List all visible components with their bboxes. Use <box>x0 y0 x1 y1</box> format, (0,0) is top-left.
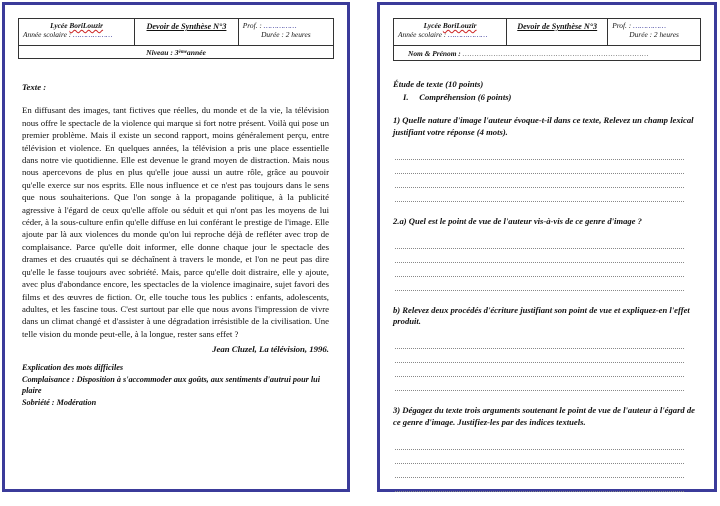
annee-label-right: Année scolaire : <box>398 30 447 39</box>
expl-title: Explication des mots difficiles <box>22 362 124 372</box>
duree-label: Durée : 2 heures <box>261 30 311 39</box>
answer-line[interactable] <box>395 478 684 492</box>
duree-label-right: Durée : 2 heures <box>629 30 679 39</box>
niveau-tail: année <box>186 47 206 57</box>
answer-lines-3[interactable] <box>393 436 702 492</box>
prof-label: Prof. : <box>242 21 262 30</box>
prof-label-right: Prof. : <box>612 21 632 30</box>
answer-lines-1[interactable] <box>393 146 702 202</box>
text-section <box>22 81 329 409</box>
nom-label: Nom & Prénom : <box>408 48 461 58</box>
niveau-value: 3 <box>174 47 179 57</box>
page-left <box>2 2 350 492</box>
answer-line[interactable] <box>395 450 684 464</box>
answer-line[interactable] <box>395 349 684 363</box>
question-2a: 2.a) Quel est le point de vue de l'auteur vis-à-vis de ce genre d'image ? <box>393 215 642 226</box>
lycee-label-right: Lycée <box>423 21 442 30</box>
school-cell: Lycée BoriLouzir Année scolaire : ……………… <box>19 19 135 45</box>
niveau-row <box>19 46 333 58</box>
answer-line[interactable] <box>395 174 684 188</box>
sub-label: Compréhension (6 points) <box>419 92 512 103</box>
answer-line[interactable] <box>395 277 684 291</box>
header-table-right <box>393 18 701 61</box>
school-cell-right: Lycée BoriLouzir Année scolaire : ……………… <box>394 19 507 45</box>
answer-line[interactable] <box>395 335 684 349</box>
answer-line[interactable] <box>395 377 684 391</box>
lycee-name: BoriLouzir <box>69 21 104 30</box>
exam-title-right: Devoir de Synthèse N°3 <box>507 19 608 45</box>
sub-title <box>393 92 702 103</box>
explanations <box>22 362 329 408</box>
answer-line[interactable] <box>395 188 684 202</box>
annee-label: Année scolaire : <box>23 30 72 39</box>
section-title: Étude de texte (10 points) <box>393 79 484 89</box>
texte-label: Texte : <box>22 82 47 92</box>
answer-line[interactable] <box>395 146 684 160</box>
answer-line[interactable] <box>395 235 684 249</box>
exam-title: Devoir de Synthèse N°3 <box>135 19 239 45</box>
source-citation: Jean Cluzel, La télévision, 1996. <box>212 344 329 355</box>
prof-cell-right: Prof. : …………… Durée : 2 heures <box>608 19 700 45</box>
questions-section <box>393 79 702 506</box>
answer-line[interactable] <box>395 464 684 478</box>
answer-line[interactable] <box>395 263 684 277</box>
header-table-left <box>18 18 334 59</box>
page-right <box>377 2 717 492</box>
answer-line[interactable] <box>395 160 684 174</box>
niveau-suffix: ème <box>178 49 187 55</box>
lycee-label: Lycée <box>50 21 68 30</box>
expl-complaisance: Complaisance : Disposition à s'accommoder aux goûts, aux sentiments d'autrui pour lui plaire <box>22 374 320 395</box>
answer-line[interactable] <box>395 249 684 263</box>
answer-line[interactable] <box>395 363 684 377</box>
nom-row[interactable]: Nom & Prénom : …………………………………………………………………… <box>408 48 650 58</box>
sub-number: I. <box>403 92 409 103</box>
niveau-label: Niveau : <box>146 47 173 57</box>
answer-line[interactable] <box>395 436 684 450</box>
question-3: 3) Dégagez du texte trois arguments soutenant le point de vue de l'auteur à l'égard de ce genre d'image. Justifiez-les par des indices textuels. <box>393 405 695 427</box>
question-1: 1) Quelle nature d'image l'auteur évoque-t-il dans ce texte, Relevez un champ lexical justifiant votre réponse (4 mots). <box>393 115 694 137</box>
expl-sobriete: Sobriété : Modération <box>22 397 97 407</box>
prof-cell: Prof. : …………… Durée : 2 heures <box>239 19 333 45</box>
main-paragraph: En diffusant des images, tant fictives que réelles, du monde et de la vie, la télévision nous offre le spectacle de la violence qui marque si fort notre présent. Voilà qui pose un premier problème. Mais il existe un second rapport, moins généralement perçu, entre télévision et violence. En quelques années, la télévision a pris une place essentielle dans notre vie quotidienne. Elle est devenue le grand moyen de distraction. Mais nous nous apercevons de plus en plus qu'elle joue aussi un autre rôle, grâce au pouvoir qu'elle exerce sur nos esprits. Elle nous influence et ce n'est pas toujours dans le sens que nous souhaiterions. Que l'on songe à la propagande politique, à la publicité agressive à l'égard de ceux qu'elle affole ou séduit et qui n'ont pas les moyens de lui céder, à la sous-culture enfin qu'elle diffuse en lui conférant le prestige de l'image. Elle ajoute par là aux violences du monde qu'on lui reproche déjà de refléter avec trop de complaisance. Parce qu'elle doit informer, elle donne chaque jour le spectacle des drames et des cruautés qui se déchaînent à travers le monde, et l'on ne peut pas dire qu'elle le fasse toujours avec sobriété. Mais, parce qu'elle doit distraire, elle y ajoute, avec plus d'abondance encore, les spectacles de la violence imaginaire, sujet favori des films et des œuvres de fiction. Or, elle touche tous les publics : enfants, adolescents, adultes, et les fascine tous. C'est surtout par elle que nous avons l'impression de vivre dans un climat changé et d'assister à une dégradation irrésistible de la civilisation. Une telle vision du monde peut-elle, à la longue, rester sans effet ? <box>22 105 329 339</box>
answer-lines-2a[interactable] <box>393 235 702 291</box>
answer-lines-2b[interactable] <box>393 335 702 391</box>
lycee-name-right: BoriLouzir <box>442 21 477 30</box>
question-2b: b) Relevez deux procédés d'écriture justifiant son point de vue et expliquez-en l'effet produit. <box>393 305 690 327</box>
